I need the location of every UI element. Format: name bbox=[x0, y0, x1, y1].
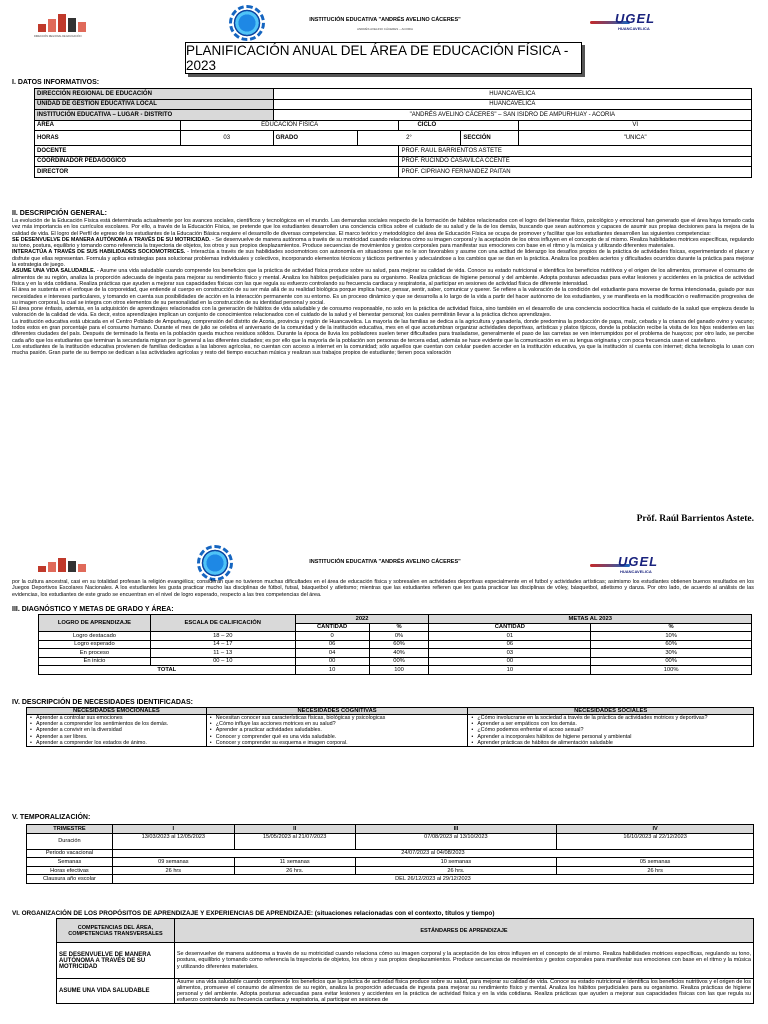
cell-escala: 14 – 17 bbox=[150, 640, 295, 649]
list-item: • Aprender prácticas de hábitos de alimentación saludable bbox=[470, 740, 751, 746]
table-row bbox=[35, 110, 752, 121]
competence-name: ASUME UNA VIDA SALUDABLE bbox=[57, 979, 175, 1004]
description-continuation: por la cultura ancestral, casi en su totalidad profesan la religión evangélica; consideran que no tuvieron muchas dificultades en el área de educación física y sobresalen en actividades deportivas especialmente en el futbol y actividades artísticas; asimismo los estudiantes obtienen buenos resultados en los Juegos Deportivos Escolares Nacionales. A los estudiantes les gusta practicar mucho las disciplinas de fútbol, futsal, básquetbol y atletismo; mientras que las estudiantes refieren que les gusta practicar las disciplinas de vóley, básquetbol, atletismo y danza. Por otro lado, de acuerdo al análisis de las evidencias, los estudiantes de este grado se encuentran en el nivel de logro esperado, respecto a las tres competencias del área. bbox=[12, 579, 754, 598]
semanas-4: 05 semanas bbox=[557, 858, 754, 867]
cell-c22: 04 bbox=[295, 649, 369, 658]
cell-c22: 00 bbox=[295, 657, 369, 666]
cell-c22: 06 bbox=[295, 640, 369, 649]
coordinador-value: PROF. RUCINDO CASAVILCA CCENTE bbox=[399, 156, 752, 167]
cognitive-needs-cell bbox=[206, 715, 468, 747]
row-value: HUANCAVELICA bbox=[273, 99, 751, 110]
horas-label: Horas efectivas bbox=[27, 866, 113, 875]
institution-gear-icon bbox=[200, 548, 230, 578]
logo-caption: DIRECCIÓN REGIONAL DE EDUCACIÓN bbox=[34, 35, 82, 38]
grado-value: 2° bbox=[357, 131, 461, 146]
col-pct-2023: % bbox=[591, 623, 752, 632]
cell-c23: 06 bbox=[429, 640, 591, 649]
cell-c23: 03 bbox=[429, 649, 591, 658]
competence-2-text: - Interactúa a través de sus habilidades sociomotrices con autonomía en situaciones que no le son favorables y asume con una actitud de liderazgo los desafíos propios de la práctica de actividades físicas, experimentando el placer y disfrute que ellas representan. Formula y aplica estrategias para solucionar problemas individuales y colectivos, incorporando elementos técnicos y tácticos pertinentes y adecuándose a los cambios que se dan en la práctica. Analiza los posibles aciertos y dificultades ocurridos durante la práctica para mejorar la estrategia de juego. bbox=[12, 249, 755, 269]
cell-p23: 00% bbox=[591, 657, 752, 666]
cell-escala: 11 – 13 bbox=[150, 649, 295, 658]
semanas-label: Semanas bbox=[27, 858, 113, 867]
table-row bbox=[35, 120, 752, 131]
seccion-label: SECCIÓN bbox=[461, 131, 519, 146]
cell-total-p23: 100% bbox=[591, 666, 752, 675]
horas-label: HORAS bbox=[35, 131, 181, 146]
table-row bbox=[27, 715, 754, 747]
col-sociales: NECESIDADES SOCIALES bbox=[468, 708, 754, 715]
table-row bbox=[39, 657, 752, 666]
table-row bbox=[35, 99, 752, 110]
cell-total-c22: 10 bbox=[295, 666, 369, 675]
table-row bbox=[39, 640, 752, 649]
clausura-label: Clausura año escolar bbox=[27, 875, 113, 884]
table-row bbox=[27, 866, 754, 875]
section-6-heading: VI. ORGANIZACIÓN DE LOS PROPÓSITOS DE APRENDIZAJE Y EXPERIENCIAS DE APRENDIZAJE: (situaciones relacionadas con el contexto, títulos y tiempo) bbox=[12, 910, 495, 917]
cell-p23: 30% bbox=[591, 649, 752, 658]
table-row bbox=[35, 146, 752, 157]
list-item: • Aprender a ser libres. bbox=[29, 734, 204, 740]
cell-p23: 10% bbox=[591, 632, 752, 641]
cell-p22: 00% bbox=[369, 657, 429, 666]
diagnostico-table bbox=[38, 614, 752, 675]
regional-education-logo bbox=[34, 12, 86, 38]
col-competencias: COMPETENCIAS DEL ÁREA, COMPETENCIAS TRANSVERSALES bbox=[57, 919, 175, 943]
cell-c23: 00 bbox=[429, 657, 591, 666]
ciclo-value: VI bbox=[519, 120, 752, 131]
cell-total-label: TOTAL bbox=[39, 666, 296, 675]
cell-c22: 0 bbox=[295, 632, 369, 641]
table-row bbox=[27, 875, 754, 884]
row-label: DIRECCIÓN REGIONAL DE EDUCACIÓN bbox=[35, 89, 274, 100]
cell-logro: Logro esperado bbox=[39, 640, 151, 649]
list-item: • Aprender a comprender los estados de ánimo. bbox=[29, 740, 204, 746]
table-row bbox=[27, 708, 754, 715]
ugel-logo: UGEL bbox=[618, 554, 659, 569]
duracion-2: 15/05/2023 al 21/07/2023 bbox=[234, 833, 355, 849]
list-item: • Aprender a incorporales hábitos de higiene personal y ambiental bbox=[470, 734, 751, 740]
table-row bbox=[39, 632, 752, 641]
table-row bbox=[27, 849, 754, 858]
table-row bbox=[39, 649, 752, 658]
cell-logro: Logro destacado bbox=[39, 632, 151, 641]
table-row bbox=[35, 167, 752, 178]
table-row bbox=[27, 858, 754, 867]
competence-3-text: - Asume una vida saludable cuando comprende los beneficios que la práctica de actividad física produce sobre su salud, para mejorar su calidad de vida. Conoce su estado nutricional e identifica los beneficios nutritivos y el origen de los alimentos, promueve el consumo de alimentos de su región, analiza la proporción adecuada de ingesta para mejorar su rendimiento físico y mental. Analiza los hábitos perjudiciales para su organismo. Realiza prácticas de higiene personal y del ambiente. Adopta posturas adecuadas para evitar lesiones y accidentes en la práctica de actividad física y en la vida cotidiana. Realiza prácticas que ayuden a mejorar sus capacidades físicas con las que regula su esfuerzo controlando su frecuencia cardiaca y respiratoria, al participar en sesiones de actividad física de diferente intensidad. bbox=[12, 268, 754, 287]
page-title: PLANIFICACIÓN ANUAL DEL ÁREA DE EDUCACIÓN FÍSICA - 2023 bbox=[185, 42, 582, 74]
horas-3: 26 hrs. bbox=[355, 866, 557, 875]
competence-3-paragraph bbox=[12, 268, 754, 287]
list-item: • Aprender a convivir en la diversidad bbox=[29, 727, 204, 733]
cell-logro: En proceso bbox=[39, 649, 151, 658]
duracion-4: 16/10/2023 al 22/12/2023 bbox=[557, 833, 754, 849]
cell-c23: 01 bbox=[429, 632, 591, 641]
list-item: • ¿Cómo involucrarse en la sociedad a través de la práctica de actividades motrices y deportivas? bbox=[470, 715, 751, 721]
table-row bbox=[39, 666, 752, 675]
semanas-3: 10 semanas bbox=[355, 858, 557, 867]
ugel-logo-subtitle: HUANCAVELICA bbox=[620, 569, 652, 574]
competence-1-text: - Se desenvuelve de manera autónoma a través de su motricidad cuando relaciona cómo su imagen corporal y la aceptación de los otros influyen en el concepto de sí mismo. Realiza habilidades motrices específicas, regulando su tono, postura, equilibrio y tomando como referencia la trayectoria de objetos, los otros y sus propios desplazamientos. Produce secuencias de movimientos y gestos corporales para manifestar sus emociones con base en el ritmo y la música y utilizando diferentes materiales. bbox=[12, 236, 754, 250]
table-row bbox=[27, 825, 754, 834]
col-escala: ESCALA DE CALIFICACIÓN bbox=[150, 615, 295, 632]
competence-1-title: SE DESENVUELVE DE MANERA AUTÓNOMA A TRAVÉS DE SU MOTRICIDAD. bbox=[12, 236, 211, 243]
col-trimestre-1: I bbox=[112, 825, 234, 834]
table-row bbox=[35, 156, 752, 167]
cell-p22: 60% bbox=[369, 640, 429, 649]
paragraph-contexto: La institución educativa está ubicada en el Centro Poblado de Ampurhuay, comprensión del distrito de Acoria, provincia y región de Huancavelica. La mayoría de las familias se dedica a la agricultura y ganadería, donde predomina la producción de papa, maíz, cebada y la crianza del ganado ovino y vacuno; todos estos en gran porcentaje para el consumo humano. Durante el mes de julio se celebra el aniversario de la comunidad y de la institución educativa, mes en el que acostumbran organizar actividades deportivas, artísticas y platos típicos, donde la población recibe la visita de los hijos residentes en las diferentes ciudades del país. Después de terminado la fiesta en la población queda muchos residuos sólidos. Durante la época de lluvia los pobladores suelen tener dificultades para trasladarse, generalmente el paso de las carretas se ven interrumpidos por el problema de huaycos; por otro lado, se percibe cada año que los estudiantes que terminan la secundaria migran por lo general a las diferentes ciudades; es por ello que la mayoría de la población son personas de tercera edad, además se hace evidente que la comunicación es en su lengua originaria y con poca frecuencia usan el castellano. bbox=[12, 318, 754, 344]
cell-p22: 40% bbox=[369, 649, 429, 658]
social-needs-list bbox=[470, 715, 751, 746]
table-row bbox=[35, 131, 752, 146]
table-row bbox=[57, 943, 754, 979]
col-cognitivas: NECESIDADES COGNITIVAS bbox=[206, 708, 468, 715]
ugel-logo: UGEL bbox=[615, 11, 656, 26]
cell-total-p22: 100 bbox=[369, 666, 429, 675]
list-item: • Conocer y comprender qué es una vida saludable. bbox=[209, 734, 466, 740]
section-4-heading: IV. DESCRIPCIÓN DE NECESIDADES IDENTIFICADAS: bbox=[12, 699, 193, 706]
area-label: ÁREA bbox=[35, 120, 181, 131]
paragraph-corporeidad: El área se sustenta en el enfoque de la corporeidad, que entiende al cuerpo en construcción de su ser más allá de su realidad biológica porque implica hacer, pensar, sentir, saber, comunicar y querer. Se refiere a la valoración de la condición del estudiante para moverse de forma intencionada, guiado por sus necesidades e intereses particulares, y tomando en cuenta sus posibilidades de acción en la interacción permanente con su entorno. Es un proceso dinámico y que se desarrolla a lo largo de la vida a partir del hacer autónomo de los estudiantes, y se manifiesta en la modificación o reafirmación progresiva de su imagen corporal, la cual se integra con otros elementos de su personalidad en la construcción de su identidad personal y social. bbox=[12, 287, 754, 306]
emotional-needs-cell bbox=[27, 715, 207, 747]
area-value: EDUCACION FISICA bbox=[180, 120, 399, 131]
cognitive-needs-list bbox=[209, 715, 466, 746]
table-row bbox=[39, 615, 752, 624]
necesidades-table bbox=[26, 707, 754, 747]
col-metas: METAS AL 2023 bbox=[429, 615, 752, 624]
section-2-heading: II. DESCRIPCIÓN GENERAL: bbox=[12, 210, 107, 217]
col-logro: LOGRO DE APRENDIZAJE bbox=[39, 615, 151, 632]
col-trimestre-2: II bbox=[234, 825, 355, 834]
table-row bbox=[57, 979, 754, 1004]
col-trimestre-4: IV bbox=[557, 825, 754, 834]
paragraph-estudiantes: Los estudiantes de la institución educativa provienen de familias dedicadas a las labores agrícolas, no cuentan con acceso a internet en la comunidad; sólo aquellos que cuentan con celular pueden acceder en la institución educativa, ya que la institución sí cuenta con internet; dicha tecnología lo usan con mucha pasión. Gran parte de su tiempo se dedican a las actividades agrícolas y resto del tiempo escuchan música y realizan sus trabajos propios de estudiante; tienen poca valoración bbox=[12, 343, 754, 357]
list-item: • ¿Cómo influye las acciones motrices en su salud? bbox=[209, 721, 466, 727]
competence-standard: Se desenvuelve de manera autónoma a través de su motricidad cuando relaciona cómo su imagen corporal y la aceptación de los otros influyen en el concepto de sí mismo. Realiza habilidades motrices específicas, regulando su tono, postura, equilibrio y tomando como referencia la trayectoria de objetos, los otros y sus propios desplazamientos. Produce secuencias de movimientos y gestos corporales para manifestar sus emociones con base en el ritmo y la música y utilizando diferentes materiales. bbox=[174, 943, 753, 979]
ciclo-label: CICLO bbox=[399, 120, 519, 131]
cell-escala: 18 – 20 bbox=[150, 632, 295, 641]
row-value: HUANCAVELICA bbox=[273, 89, 751, 100]
col-2022: 2022 bbox=[295, 615, 429, 624]
ugel-logo-subtitle: HUANCAVELICA bbox=[618, 26, 650, 31]
signature: Prǒf. Raúl Barrientos Astete. bbox=[636, 514, 754, 524]
institution-name: INSTITUCIÓN EDUCATIVA "ANDRÉS AVELINO CÁCERES" bbox=[309, 17, 461, 23]
row-label: INSTITUCIÓN EDUCATIVA – LUGAR - DISTRITO bbox=[35, 110, 274, 121]
table-row bbox=[27, 833, 754, 849]
list-item: • Aprender a comprender los sentimientos de los demás. bbox=[29, 721, 204, 727]
grado-label: GRADO bbox=[273, 131, 357, 146]
director-label: DIRECTOR bbox=[35, 167, 399, 178]
competence-2-paragraph bbox=[12, 249, 754, 268]
col-estandares: ESTÁNDARES DE APRENDIZAJE bbox=[174, 919, 753, 943]
row-label: UNIDAD DE GESTIÓN EDUCATIVA LOCAL bbox=[35, 99, 274, 110]
semanas-1: 09 semanas bbox=[112, 858, 234, 867]
cell-p22: 0% bbox=[369, 632, 429, 641]
institution-gear-icon bbox=[232, 8, 262, 38]
temporalizacion-table bbox=[26, 824, 754, 884]
table-row bbox=[57, 919, 754, 943]
competence-1-paragraph bbox=[12, 237, 754, 250]
col-cantidad-2022: CANTIDAD bbox=[295, 623, 369, 632]
cell-p23: 60% bbox=[591, 640, 752, 649]
duracion-label: Duración bbox=[27, 833, 113, 849]
description-text bbox=[12, 218, 754, 357]
regional-education-logo bbox=[38, 556, 86, 572]
social-needs-cell bbox=[468, 715, 754, 747]
datos-informativos-table bbox=[34, 88, 752, 178]
list-item: • Aprender a ser empáticos con los demás. bbox=[470, 721, 751, 727]
section-1-heading: I. DATOS INFORMATIVOS: bbox=[12, 79, 100, 86]
coordinador-label: COORDINADOR PEDAGÓGICO bbox=[35, 156, 399, 167]
semanas-2: 11 semanas bbox=[234, 858, 355, 867]
cell-logro: En inicio bbox=[39, 657, 151, 666]
col-cantidad-2023: CANTIDAD bbox=[429, 623, 591, 632]
document-page-2 bbox=[0, 544, 768, 1024]
list-item: • Conocer y comprender su esquema e imagen corporal. bbox=[209, 740, 466, 746]
propositos-table bbox=[56, 918, 754, 1004]
vacaciones-value: 24/07/2023 al 04/08/2023 bbox=[112, 849, 753, 858]
list-item: • Aprender a practicar actividades saludables. bbox=[209, 727, 466, 733]
institution-name: INSTITUCIÓN EDUCATIVA "ANDRÉS AVELINO CÁCERES" bbox=[309, 559, 461, 565]
list-item: • Aprender a controlar sus emociones bbox=[29, 715, 204, 721]
col-pct-2022: % bbox=[369, 623, 429, 632]
section-5-heading: V. TEMPORALIZACIÓN: bbox=[12, 814, 91, 821]
cell-escala: 00 – 10 bbox=[150, 657, 295, 666]
list-item: • ¿Cómo podemos enfrentar el acoso sexual? bbox=[470, 727, 751, 733]
horas-1: 26 hrs bbox=[112, 866, 234, 875]
competence-name: SE DESENVUELVE DE MANERA AUTÓNOMA A TRAVÉS DE SU MOTRICIDAD bbox=[57, 943, 175, 979]
description-intro: La evolución de la Educación Física está determinada actualmente por los avances sociales, científicos y tecnológicos en el mundo. Las demandas sociales respecto de la formación de hábitos relacionados con el logro del bienestar físico, psicológico y emocional han generado que el área haya tomado cada vez más importancia en los currículos escolares. Por ello, a través de la Educación Física, se pretende que los estudiantes desarrollen una conciencia crítica sobre el cuidado de su salud y de la de los demás, buscando que sean autónomos y capaces de asumir sus propias decisiones para la mejora de la calidad de vida. El logro del Perfil de egreso de los estudiantes de la Educación Básica requiere el desarrollo de diversas competencias. El marco teórico y metodológico del área de Educación Física se ocupa de promover y facilitar que los estudiantes desarrollen las siguientes competencias: bbox=[12, 218, 754, 237]
list-item: • Necesitan conocer sus características físicas, biológicas y psicologicas bbox=[209, 715, 466, 721]
paragraph-habitos: El área pone énfasis, además, en la adquisición de aprendizajes relacionados con la generación de hábitos de vida saludable y de consumo responsable, no solo en la práctica de actividad física, sino también en el desarrollo de una conciencia sociocrítica hacia el cuidado de la salud que empieza desde la valoración de la calidad de vida. Es decir, estos aprendizajes implican un conjunto de conocimientos relacionados con el cuidado de la salud y el bienestar personal; los cuales permitirán llevar a la práctica dichos aprendizajes. bbox=[12, 306, 754, 319]
clausura-value: DEL 26/12/2023 al 29/12/2023 bbox=[112, 875, 753, 884]
seccion-value: "UNICA" bbox=[519, 131, 752, 146]
section-3-heading: III. DIAGNÓSTICO Y METAS DE GRADO Y ÁREA: bbox=[12, 606, 174, 613]
row-value: "ANDRÉS AVELINO CÁCERES" – SAN ISIDRO DE AMPURHUAY - ACORIA bbox=[273, 110, 751, 121]
col-trimestre-3: III bbox=[355, 825, 557, 834]
col-trimestre: TRIMESTRE bbox=[27, 825, 113, 834]
director-value: PROF. CIPRIANO FERNANDEZ PAITAN bbox=[399, 167, 752, 178]
vacaciones-label: Periodo vacacional bbox=[27, 849, 113, 858]
col-emocionales: NECESIDADES EMOCIONALES bbox=[27, 708, 207, 715]
horas-value: 03 bbox=[180, 131, 273, 146]
page-gap bbox=[0, 536, 768, 544]
competence-3-title: ASUME UNA VIDA SALUDABLE. bbox=[12, 268, 96, 275]
duracion-3: 07/08/2023 al 13/10/2023 bbox=[355, 833, 557, 849]
duracion-1: 13/03/2023 al 12/05/2023 bbox=[112, 833, 234, 849]
horas-2: 26 hrs. bbox=[234, 866, 355, 875]
institution-subtitle: ANDRÉS AVELINO CÁCERES – ACORIA bbox=[357, 27, 413, 31]
competence-standard: Asume una vida saludable cuando comprende los beneficios que la práctica de actividad física produce sobre su salud, para mejorar su calidad de vida. Conoce su estado nutricional e identifica los beneficios nutritivos y el origen de los alimentos, promueve el consumo de alimentos de su región, analiza la proporción adecuada de ingesta para mejorar su rendimiento físico y mental. Analiza los hábitos perjudiciales para su organismo. Realiza prácticas de higiene personal y del ambiente. Adopta posturas adecuadas para evitar lesiones y accidentes en la práctica de actividad física y en la vida cotidiana. Realiza prácticas que ayuden a mejorar sus capacidades físicas con las que regula su esfuerzo controlando su frecuencia cardiaca y respiratoria, al participar en sesiones de bbox=[174, 979, 753, 1004]
docente-value: PROF. RAUL BARRIENTOS ASTETE bbox=[399, 146, 752, 157]
docente-label: DOCENTE bbox=[35, 146, 399, 157]
cell-total-c23: 10 bbox=[429, 666, 591, 675]
competence-2-title: INTERACTÚA A TRAVÉS DE SUS HABILIDADES SOCIOMOTRICES. bbox=[12, 249, 186, 256]
table-row bbox=[35, 89, 752, 100]
horas-4: 26 hrs bbox=[557, 866, 754, 875]
emotional-needs-list bbox=[29, 715, 204, 746]
